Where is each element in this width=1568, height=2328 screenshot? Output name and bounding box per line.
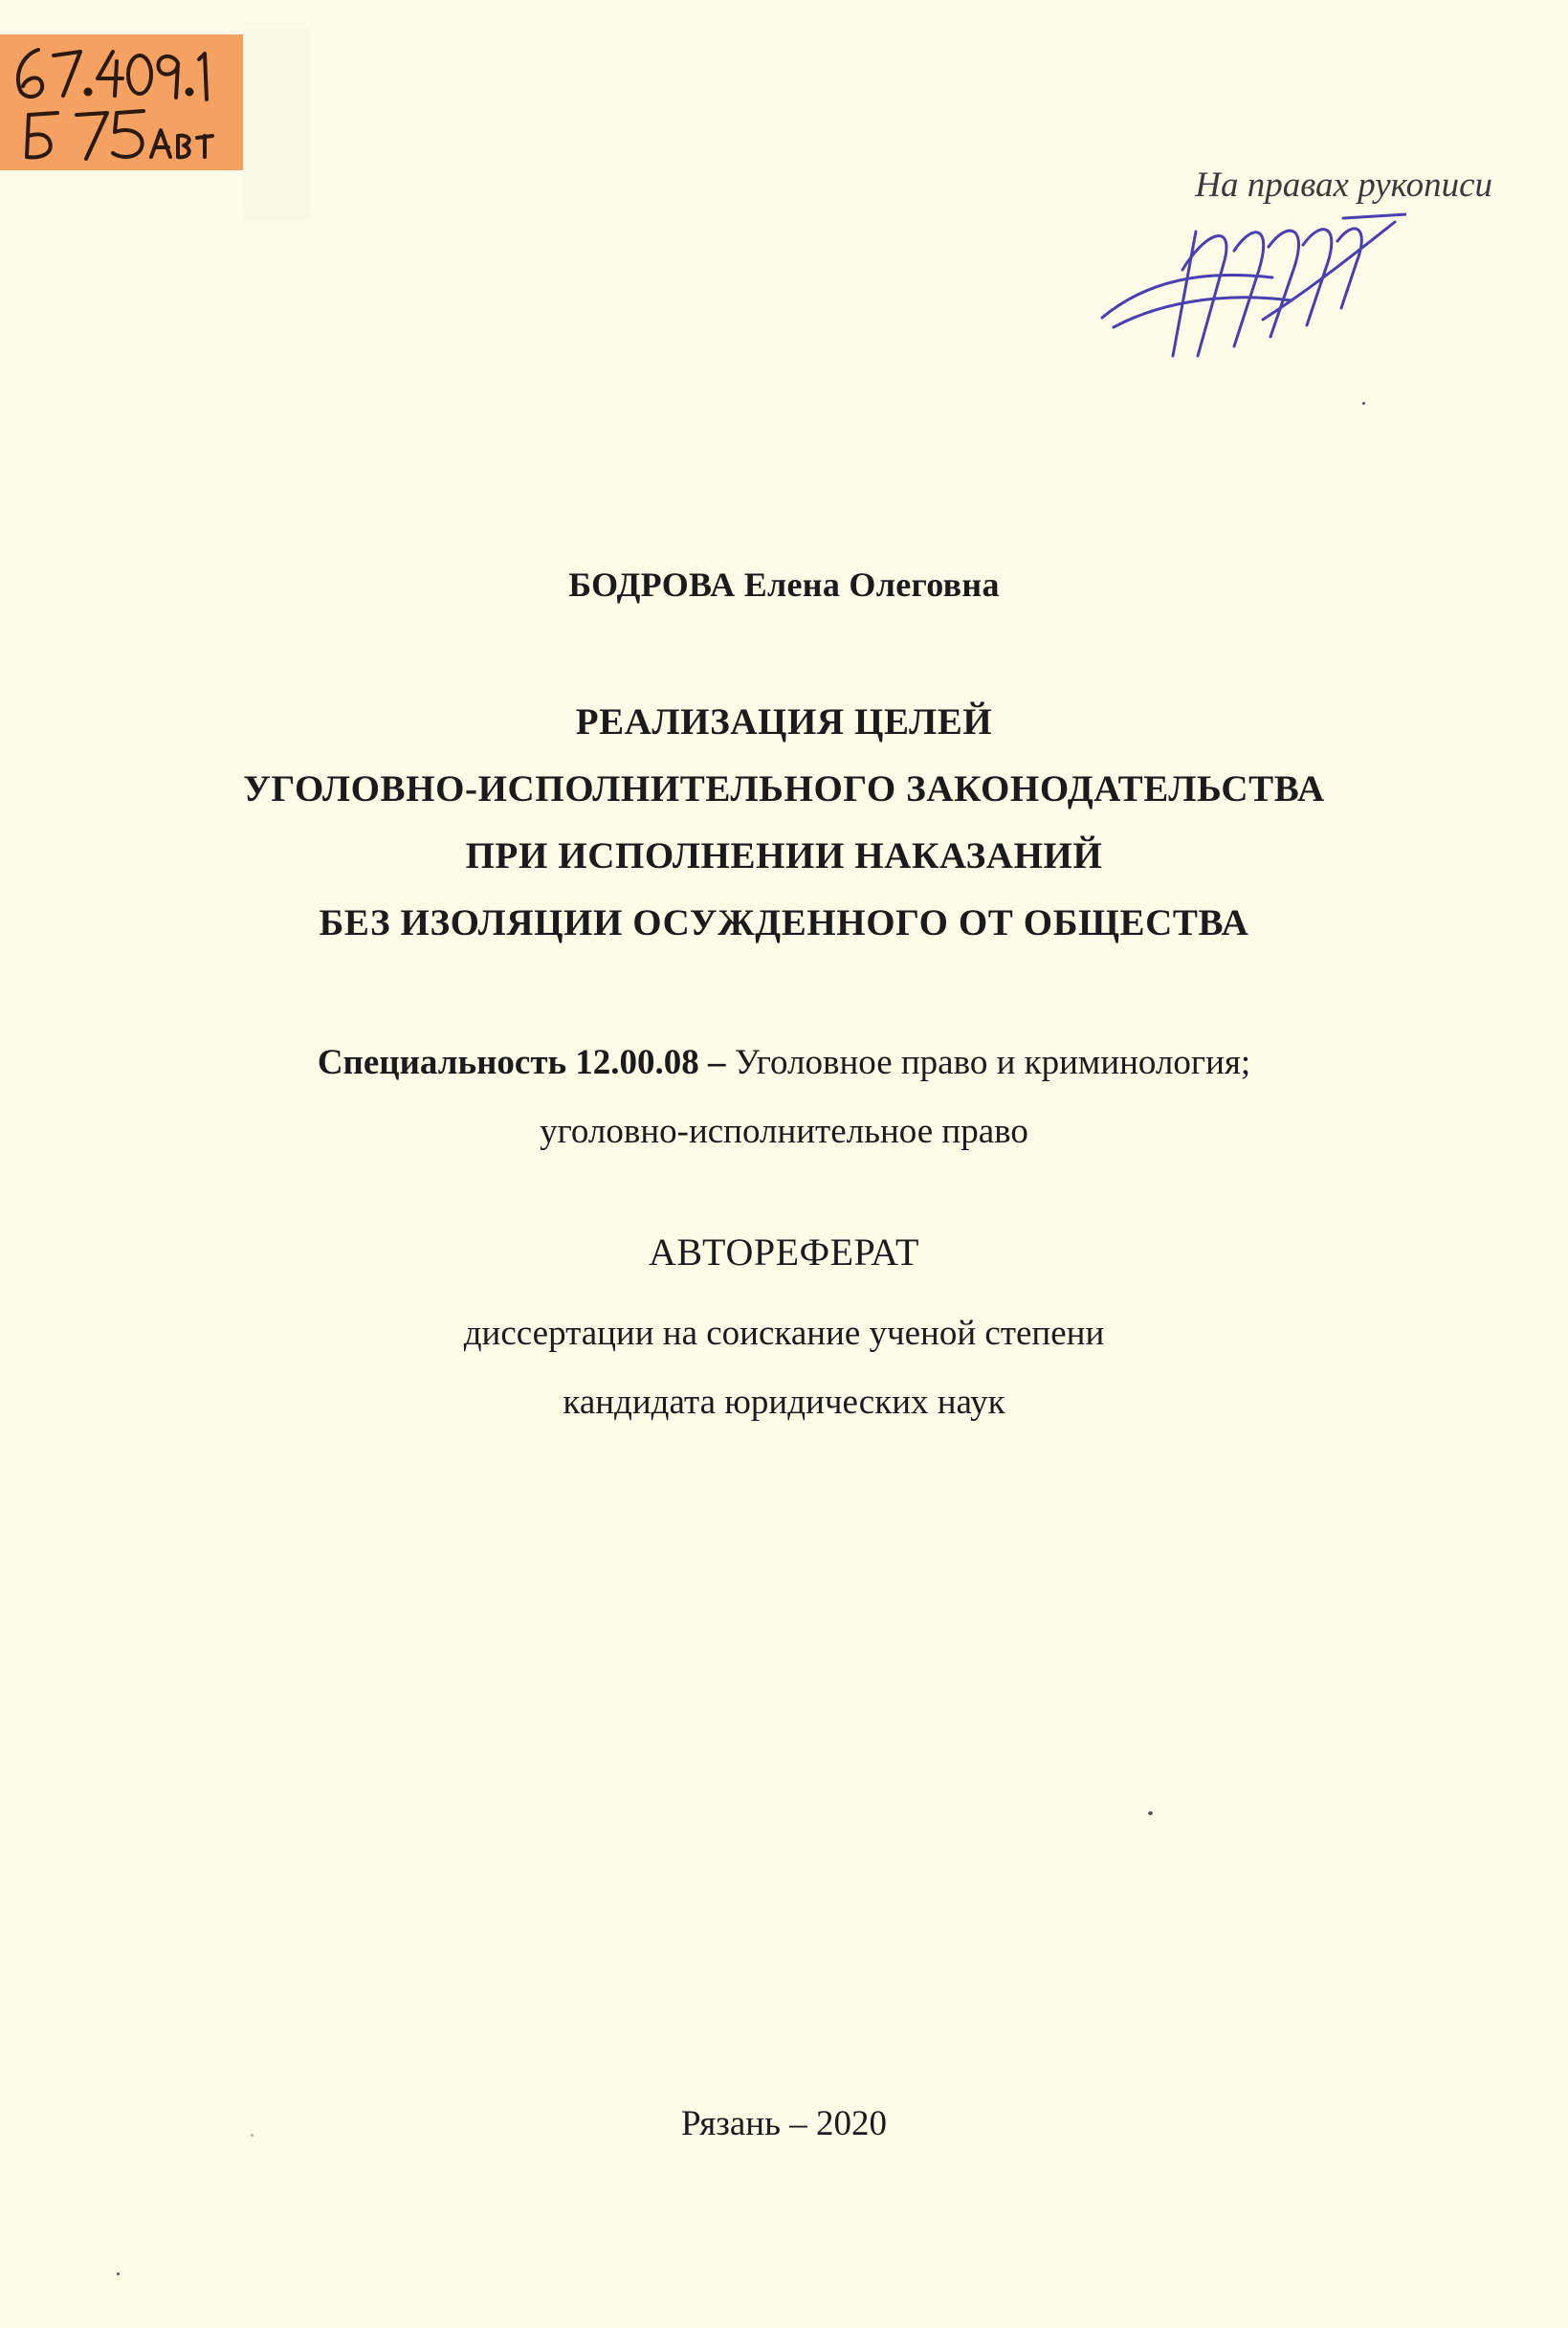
dissertation-title xyxy=(0,689,1568,957)
author-name xyxy=(0,565,1568,605)
degree-line-1: диссертации на соискание ученой степени xyxy=(463,1314,1105,1353)
title-line: БЕЗ ИЗОЛЯЦИИ ОСУЖДЕННОГО ОТ ОБЩЕСТВА xyxy=(319,902,1249,943)
title-line: УГОЛОВНО-ИСПОЛНИТЕЛЬНОГО ЗАКОНОДАТЕЛЬСТВА xyxy=(243,768,1325,809)
specialty-line-2: уголовно-исполнительное право xyxy=(540,1112,1028,1151)
degree-description xyxy=(0,1299,1568,1437)
degree-line-2: кандидата юридических наук xyxy=(563,1383,1005,1422)
specialty-code: Специальность 12.00.08 – xyxy=(317,1043,726,1082)
handwritten-call-number xyxy=(0,34,243,170)
scan-speck xyxy=(251,2134,254,2137)
title-line: РЕАЛИЗАЦИЯ ЦЕЛЕЙ xyxy=(575,701,993,743)
author-surname: БОДРОВА xyxy=(568,565,736,604)
specialty-name: Уголовное право и криминология; xyxy=(734,1043,1251,1082)
abstract-heading: АВТОРЕФЕРАТ xyxy=(649,1231,919,1274)
manuscript-rights-note: На правах рукописи xyxy=(1195,166,1492,205)
handwritten-signature xyxy=(1091,212,1406,370)
scan-speck xyxy=(1362,402,1365,405)
author-given-names: Елена Олеговна xyxy=(743,565,1000,604)
specialty-block xyxy=(0,1029,1568,1166)
scan-speck xyxy=(1148,1811,1153,1815)
call-number-sticker xyxy=(0,34,243,170)
title-line: ПРИ ИСПОЛНЕНИИ НАКАЗАНИЙ xyxy=(465,835,1103,876)
specialty-line-1 xyxy=(0,1029,1568,1097)
place-and-year: Рязань – 2020 xyxy=(681,2104,887,2143)
scan-speck xyxy=(117,2273,120,2275)
sticker-backing xyxy=(243,29,310,220)
